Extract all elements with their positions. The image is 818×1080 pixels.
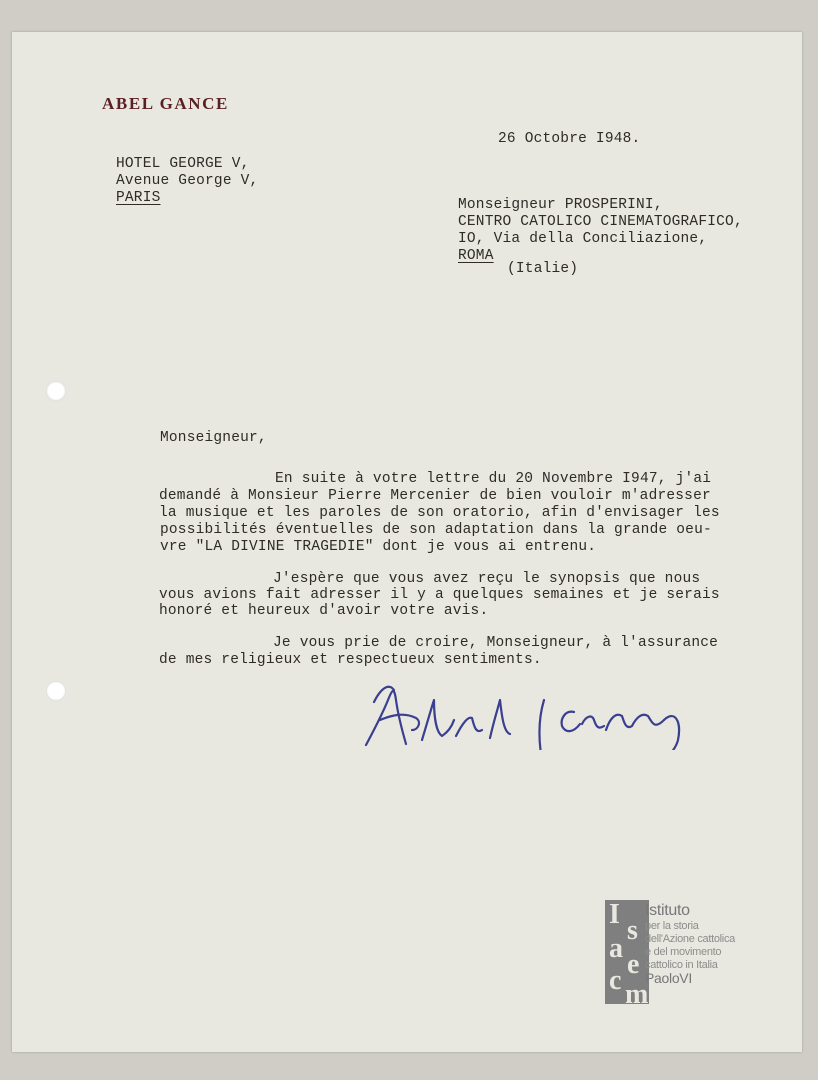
archive-name-line: e del movimento — [645, 946, 722, 958]
sender-address-line: HOTEL GEORGE V, — [116, 156, 250, 172]
monogram-letter: a — [609, 933, 623, 964]
salutation: Monseigneur, — [160, 430, 267, 446]
recipient-line: Monseigneur PROSPERINI, — [458, 197, 663, 213]
archive-name — [645, 902, 735, 985]
archive-name-line: dell'Azione cattolica — [645, 933, 735, 945]
monogram-letter: I — [609, 899, 620, 930]
paragraph-line: En suite à votre lettre du 20 Novembre I947, j'ai — [275, 471, 712, 487]
paragraph-line: vre "LA DIVINE TRAGEDIE" dont je vous ai entrenu. — [160, 539, 597, 555]
archive-name-line: per la storia — [645, 920, 699, 932]
signature — [352, 660, 702, 750]
recipient-line: IO, Via della Conciliazione, — [458, 231, 708, 247]
archive-name-line: cattolico in Italia — [645, 959, 718, 971]
paragraph-line: Je vous prie de croire, Monseigneur, à l'assurance — [273, 635, 719, 651]
paragraph-line: possibilités éventuelles de son adaptation dans la grande oeu- — [160, 522, 712, 538]
punch-hole-top — [46, 381, 66, 401]
letterhead: ABEL GANCE — [102, 94, 229, 113]
paragraph-line: vous avions fait adresser il y a quelques semaines et je serais — [159, 587, 720, 603]
monogram-letter: s — [627, 915, 638, 946]
paragraph-line: la musique et les paroles de son oratorio, afin d'envisager les — [159, 505, 720, 521]
punch-hole-bottom — [46, 681, 66, 701]
sender-address-line: Avenue George V, — [116, 173, 259, 189]
paragraph-line: honoré et heureux d'avoir votre avis. — [159, 603, 489, 619]
sender-address-city: PARIS — [116, 190, 161, 206]
recipient-line: CENTRO CATOLICO CINEMATOGRAFICO, — [458, 214, 743, 230]
archive-name-line: Istituto — [645, 902, 690, 919]
recipient-country: (Italie) — [507, 261, 579, 277]
archive-stamp — [605, 900, 785, 1010]
paragraph-line: J'espère que vous avez reçu le synopsis que nous — [273, 571, 701, 587]
monogram-letter: e — [627, 949, 640, 980]
paragraph-line: demandé à Monsieur Pierre Mercenier de bien vouloir m'adresser — [159, 488, 711, 504]
monogram-letter: m — [625, 979, 649, 1010]
letter-date: 26 Octobre I948. — [498, 131, 641, 147]
archive-monogram — [605, 899, 649, 1010]
recipient-city: ROMA — [458, 248, 494, 264]
monogram-letter: c — [609, 965, 622, 996]
archive-name-line: PaoloVI — [645, 970, 692, 986]
paragraph-line: de mes religieux et respectueux sentiments. — [159, 652, 542, 668]
